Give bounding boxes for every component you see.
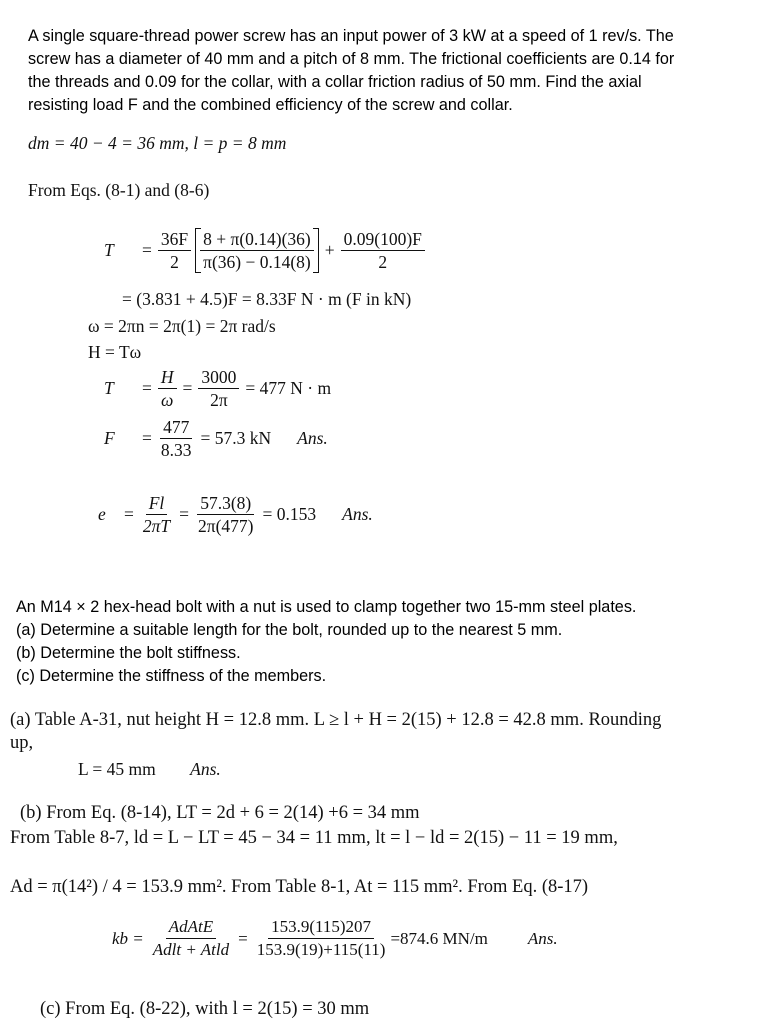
- answer-label: Ans.: [342, 504, 373, 524]
- answer-label: Ans.: [297, 428, 328, 448]
- torque-calc: T = $\frac{H}{\omega}$ = $\frac{3000}{2\pi}$ = 477 N · m: [104, 367, 332, 410]
- torque-line-2: = (3.831 + 4.5)F = 8.33F N · m (F in kN): [122, 289, 412, 309]
- part-b-line: (b) From Eq. (8-14), LT = 2d + 6 = 2(14) +6 = 34 mm: [20, 803, 420, 823]
- statement-line: screw has a diameter of 40 mm and a pitch of 8 mm. The frictional coefficients are 0.14 for: [28, 50, 675, 68]
- problem1-statement: [28, 25, 748, 117]
- part-a-line: up,: [10, 733, 34, 753]
- area-line: Ad = π(14²) / 4 = 153.9 mm². From Table 8-1, At = 115 mm². From Eq. (8-17): [10, 877, 589, 897]
- length-result: L = 45 mm Ans.: [78, 759, 221, 779]
- statement-line: (c) Determine the stiffness of the members.: [16, 667, 327, 685]
- part-b-line: From Table 8-7, ld = L − LT = 45 − 34 = 11 mm, lt = l − ld = 2(15) − 11 = 19 mm,: [10, 828, 618, 848]
- answer-label: Ans.: [190, 759, 221, 779]
- part-c-line: (c) From Eq. (8-22), with l = 2(15) = 30 mm: [40, 999, 370, 1019]
- statement-line: An M14 × 2 hex-head bolt with a nut is used to clamp together two 15-mm steel plates.: [16, 598, 637, 616]
- fraction: $\frac{36F}{2}$: [158, 228, 191, 273]
- statement-line: resisting load F and the combined efficiency of the screw and collar.: [28, 96, 513, 114]
- dm-line: dm = 40 − 4 = 36 mm, l = p = 8 mm: [28, 133, 287, 153]
- part-a-line: (a) Table A-31, nut height H = 12.8 mm. L ≥ l + H = 2(15) + 12.8 = 42.8 mm. Rounding: [10, 710, 662, 730]
- eq-reference: From Eqs. (8-1) and (8-6): [28, 180, 210, 200]
- omega-line: ω = 2πn = 2π(1) = 2π rad/s: [88, 316, 276, 336]
- statement-line: (b) Determine the bolt stiffness.: [16, 644, 241, 662]
- bracket-fraction: $\frac{8 + \pi(0.14)(36)}{\pi(36) - 0.14(8)}$: [195, 228, 319, 273]
- eq-lhs: T: [104, 240, 114, 260]
- fraction: $\frac{0.09(100)F}{2}$: [341, 228, 425, 273]
- force-calc: F = $\frac{477}{8.33}$ = 57.3 kN Ans.: [104, 417, 328, 460]
- problem2-statement: [16, 596, 756, 688]
- efficiency-calc: e = $\frac{Fl}{2\pi T}$ = $\frac{57.3(8)}{2\pi(477)}$ = 0.153 Ans.: [98, 493, 373, 536]
- statement-line: the threads and 0.09 for the collar, with a collar friction radius of 50 mm. Find the axial: [28, 73, 642, 91]
- statement-line: A single square-thread power screw has an input power of 3 kW at a speed of 1 rev/s. The: [28, 27, 674, 45]
- bolt-stiffness-calc: kb = $\frac{\text{AdAtE}}{\text{Adlt + Atld}}$ = $\frac{153.9(115)207}{153.9(19)+115(11)}$ =874.6 MN/m Ans.: [112, 917, 558, 959]
- answer-label: Ans.: [527, 928, 558, 948]
- statement-line: (a) Determine a suitable length for the bolt, rounded up to the nearest 5 mm.: [16, 621, 563, 639]
- power-line: H = Tω: [88, 342, 142, 362]
- torque-equation: T = $\frac{36F}{2}$ $\frac{8 + \pi(0.14)(36)}{\pi(36) - 0.14(8)}$ + $\frac{0.09(100)F}{2}$: [104, 228, 425, 273]
